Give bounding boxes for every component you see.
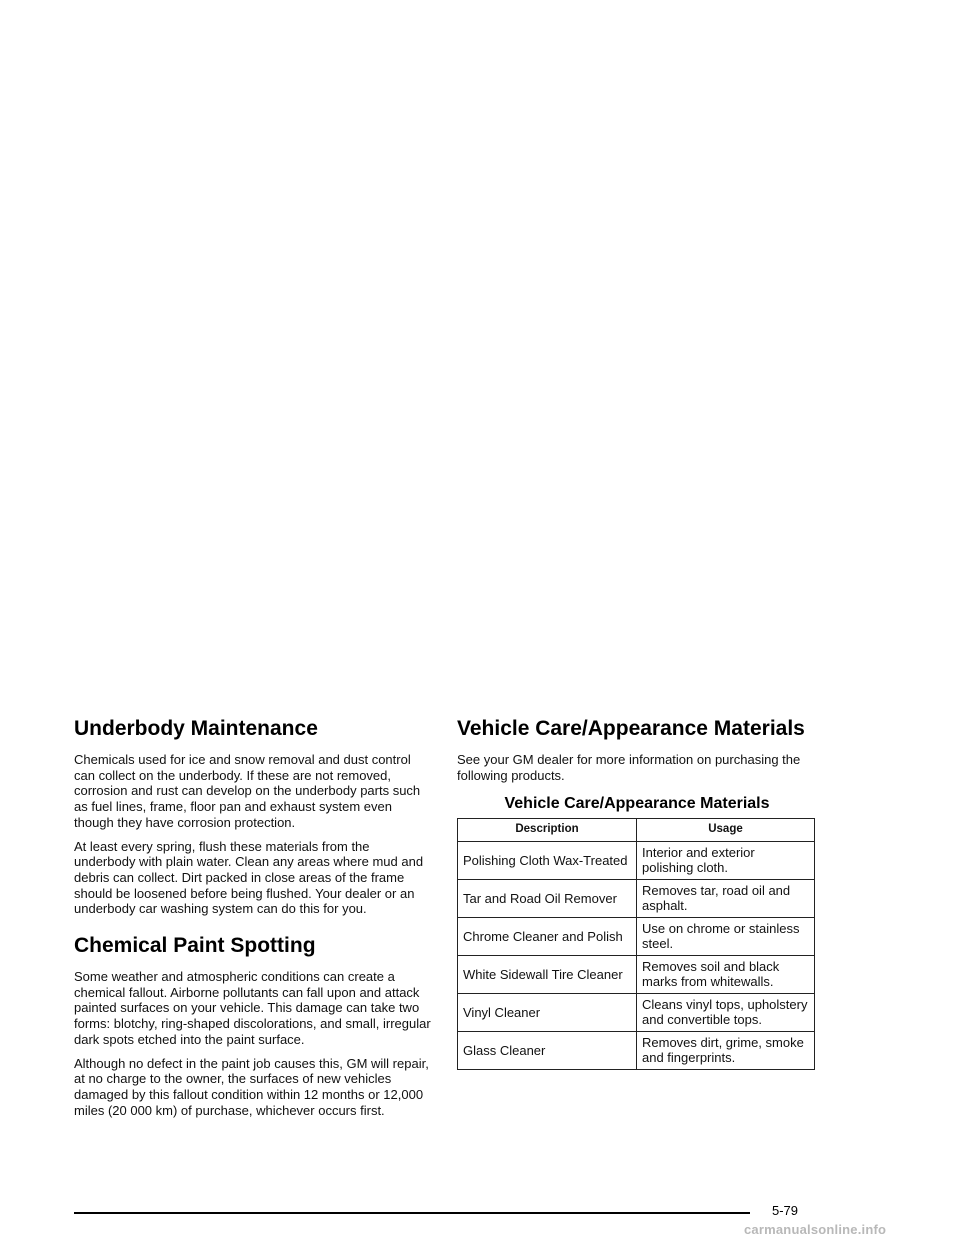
cell-description: Glass Cleaner [458, 1031, 637, 1069]
footer-rule [74, 1212, 750, 1214]
heading-underbody-maintenance: Underbody Maintenance [74, 717, 318, 740]
table-row [458, 879, 815, 917]
paragraph-vehicle-care-intro: See your GM dealer for more information on purchasing the following products. [457, 752, 801, 783]
cell-usage: Removes tar, road oil and asphalt. [637, 879, 815, 917]
table-row [458, 955, 815, 993]
table-row [458, 841, 815, 879]
cell-description: White Sidewall Tire Cleaner [458, 955, 637, 993]
cell-description: Polishing Cloth Wax-Treated [458, 841, 637, 879]
watermark: carmanualsonline.info [744, 1222, 887, 1237]
table-title: Vehicle Care/Appearance Materials [504, 795, 770, 813]
paragraph-paint-2: Although no defect in the paint job causes this, GM will repair, at no charge to the owner, the surfaces of new vehicles damaged by this fallout condition within 12 months or 12,000 miles (20 000 km) of purchase, whichever occurs first. [74, 1055, 429, 1118]
table-row [458, 993, 815, 1031]
table-row [458, 1031, 815, 1069]
cell-description: Chrome Cleaner and Polish [458, 917, 637, 955]
table-header-row [458, 819, 815, 842]
right-column [457, 716, 817, 1070]
column-header-description: Description [458, 819, 637, 842]
cell-description: Tar and Road Oil Remover [458, 879, 637, 917]
column-header-usage: Usage [637, 819, 815, 842]
cell-usage: Removes dirt, grime, smoke and fingerprints. [637, 1031, 815, 1069]
cell-usage: Removes soil and black marks from whitewalls. [637, 955, 815, 993]
table-row [458, 917, 815, 955]
cell-usage: Interior and exterior polishing cloth. [637, 841, 815, 879]
paragraph-paint-1: Some weather and atmospheric conditions can create a chemical fallout. Airborne pollutants can fall upon and attack painted surfaces on your vehicle. This damage can take two forms: blotchy, ring-shaped discolorations, and small, irregular dark spots etched into the paint surface. [74, 969, 431, 1047]
page-number: 5-79 [772, 1203, 799, 1218]
cell-usage: Use on chrome or stainless steel. [637, 917, 815, 955]
left-column [74, 716, 434, 1126]
cell-usage: Cleans vinyl tops, upholstery and convertible tops. [637, 993, 815, 1031]
heading-vehicle-care: Vehicle Care/Appearance Materials [457, 717, 805, 740]
cell-description: Vinyl Cleaner [458, 993, 637, 1031]
paragraph-underbody-2: At least every spring, flush these materials from the underbody with plain water. Clean any areas where mud and debris can collect. Dirt packed in close areas of the frame should be loosened before being flushed. Your dealer or an underbody car washing system can do this for you. [74, 838, 424, 917]
paragraph-underbody-1: Chemicals used for ice and snow removal and dust control can collect on the underbody. If these are not removed, corrosion and rust can develop on the underbody parts such as fuel lines, frame, floor pan and exhaust system even though they have corrosion protection. [74, 752, 421, 830]
materials-table [457, 818, 815, 1070]
heading-chemical-paint-spotting: Chemical Paint Spotting [74, 934, 316, 958]
